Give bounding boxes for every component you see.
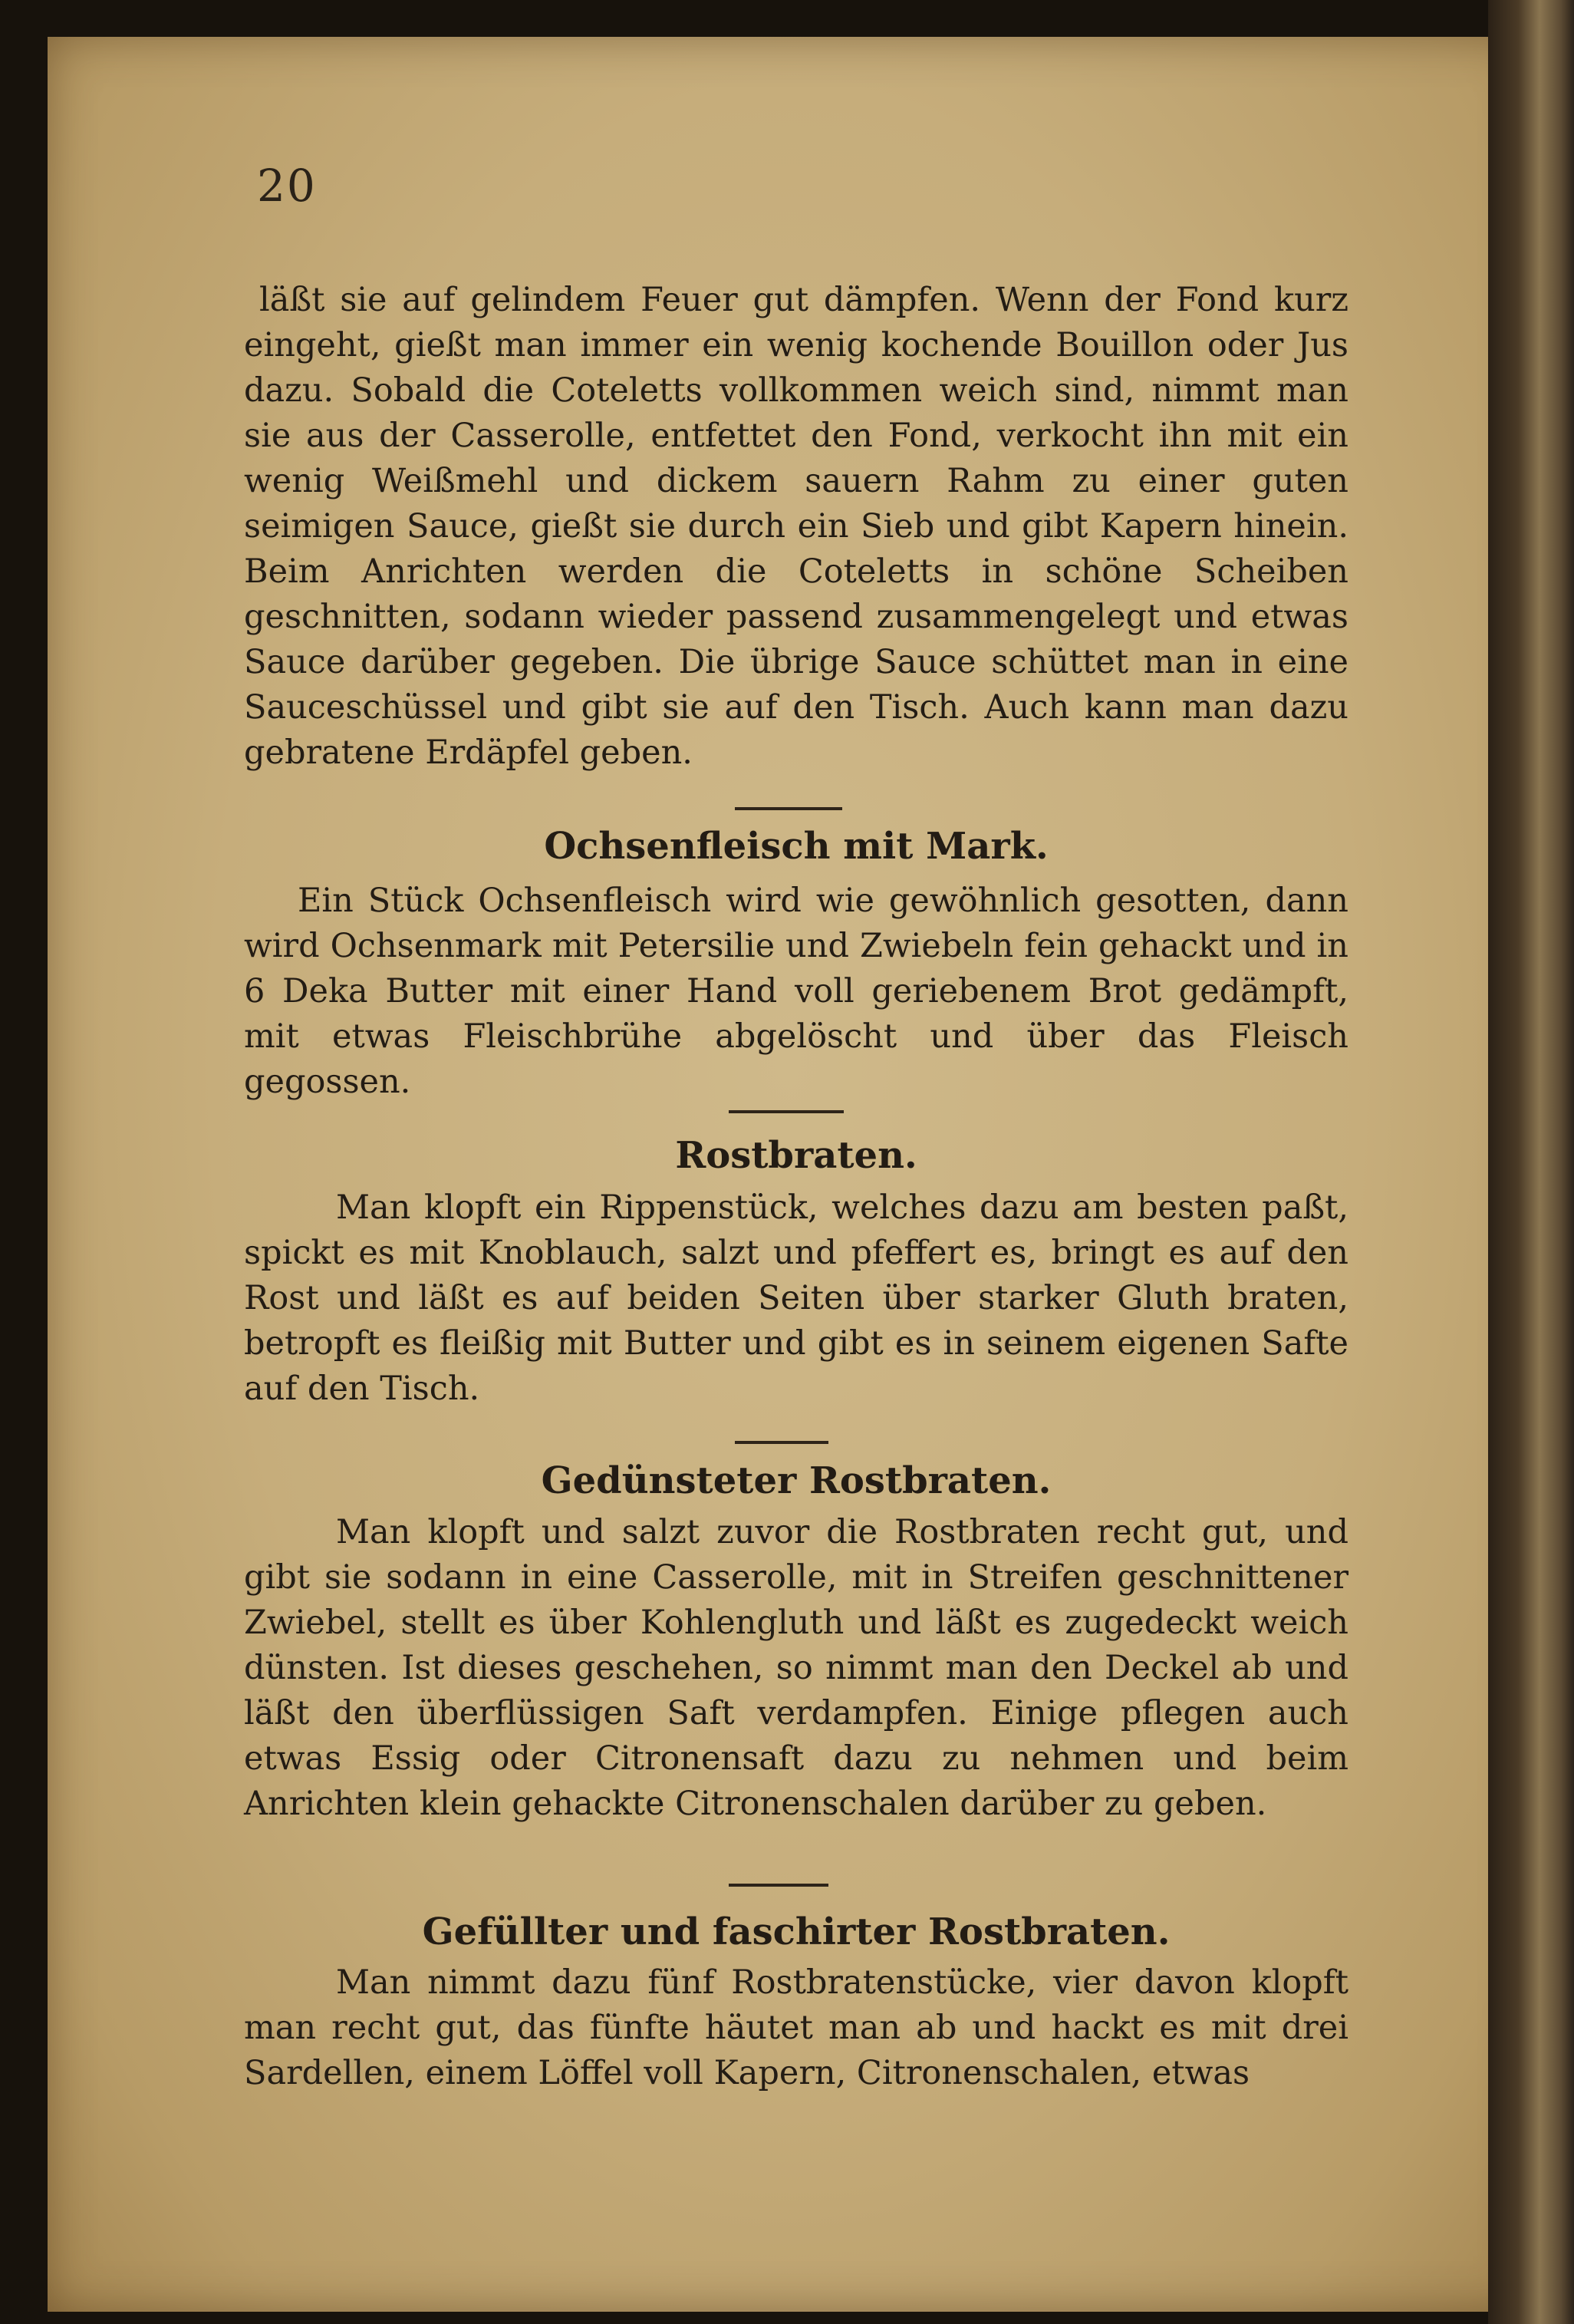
- paragraph-ochsenfleisch: Ein Stück Ochsenfleisch wird wie gewöhnlich gesotten, dann wird Ochsenmark mit Petersilie und Zwiebeln fein gehackt und in 6 Deka Butter mit einer Hand voll geriebenem Brot gedämpft, mit etwas Fleischbrühe abgelöscht und über das Fleisch gegossen.: [244, 882, 1348, 1101]
- section-divider: [735, 807, 842, 810]
- heading-gefuellter-rostbraten: Gefüllter und faschirter Rostbraten.: [422, 1910, 1171, 1953]
- paragraph-gefuellter-rostbraten: Man nimmt dazu fünf Rostbratenstücke, vier davon klopft man recht gut, das fünfte häutet man ab und hackt es mit drei Sardellen, einem Löffel voll Kapern, Citronenschalen, etwas: [244, 1963, 1348, 2092]
- paragraph-rostbraten: Man klopft ein Rippenstück, welches dazu am besten paßt, spickt es mit Knoblauch, salzt und pfeffert es, bringt es auf den Rost und läßt es auf beiden Seiten über starker Gluth braten, betropft es fleißig mit Butter und gibt es in seinem eigenen Safte auf den Tisch.: [244, 1188, 1348, 1408]
- section-divider: [729, 1884, 828, 1887]
- paragraph-gedünsteter-rostbraten: Man klopft und salzt zuvor die Rostbraten recht gut, und gibt sie sodann in eine Casserolle, mit in Streifen geschnittener Zwiebel, stellt es über Kohlengluth und läßt es zugedeckt weich dünsten. Ist dieses geschehen, so nimmt man den Deckel ab und läßt den überflüssigen Saft verdampfen. Einige pflegen auch etwas Essig oder Citronensaft dazu zu nehmen und beim Anrichten klein gehackte Citronenschalen darüber zu geben.: [244, 1513, 1348, 1823]
- section-divider: [735, 1441, 828, 1444]
- heading-gedünsteter-rostbraten: Gedünsteter Rostbraten.: [541, 1459, 1052, 1502]
- book-gutter: [1488, 0, 1574, 2324]
- heading-ochsenfleisch: Ochsenfleisch mit Mark.: [544, 825, 1049, 868]
- heading-rostbraten: Rostbraten.: [675, 1134, 917, 1177]
- page-number: 20: [257, 160, 317, 212]
- paragraph-cutlet-continuation: läßt sie auf gelindem Feuer gut dämpfen. Wenn der Fond kurz eingeht, gießt man immer ein wenig kochende Bouillon oder Jus dazu. Sobald die Coteletts vollkommen weich sind, nimmt man sie aus der Casserolle, entfettet den Fond, verkocht ihn mit ein wenig Weißmehl und dickem sauern Rahm zu einer guten seimigen Sauce, gießt sie durch ein Sieb und gibt Kapern hinein. Beim Anrichten werden die Coteletts in schöne Scheiben geschnitten, sodann wieder passend zusammengelegt und etwas Sauce darüber gegeben. Die übrige Sauce schüttet man in eine Sauceschüssel und gibt sie auf den Tisch. Auch kann man dazu gebratene Erdäpfel geben.: [244, 281, 1348, 772]
- section-divider: [729, 1110, 844, 1113]
